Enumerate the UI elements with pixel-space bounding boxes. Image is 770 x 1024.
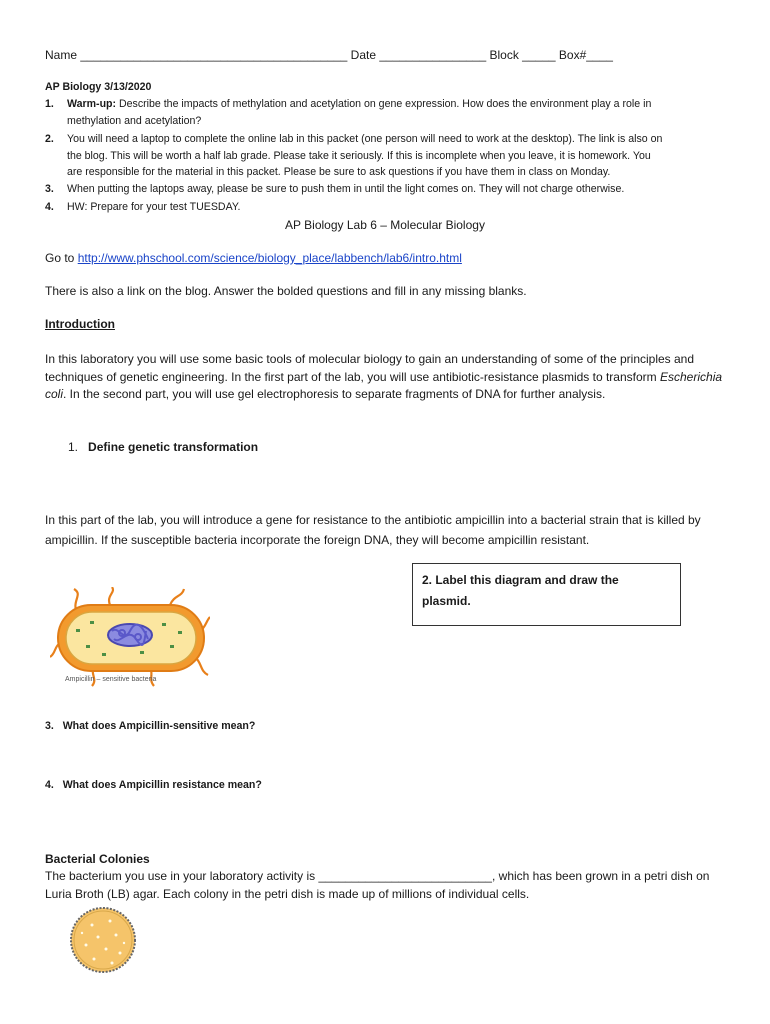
agenda-item-1 [67,98,651,110]
agenda-item-2-line-2: the blog. This will be worth a half lab grade. Please take it seriously. If this is incomplete when you leave, it is homework. You [67,150,651,162]
colonies-text-start: The bacterium you use in your laboratory activity is [45,869,319,883]
question-3 [45,720,255,732]
introduction-heading: Introduction [45,317,115,331]
question-2-box[interactable] [412,563,681,626]
agenda-item-2-line-3: are responsible for the material in this packet. Please be sure to ask questions if you have them in class on Monday. [67,166,611,178]
date-field[interactable]: ________________ [379,48,487,62]
warmup-label: Warm-up: [67,98,117,110]
question-1 [68,440,258,454]
question-2-line-2: plasmid. [422,594,471,608]
goto-prefix: Go to [45,251,78,265]
agenda-item-4-number: 4. [45,201,54,213]
agenda-item-4-text: HW: Prepare for your test TUESDAY. [67,201,241,213]
agenda-title: AP Biology 3/13/2020 [45,81,152,93]
blog-note: There is also a link on the blog. Answer the bolded questions and fill in any missing blanks. [45,284,527,298]
species-name: Escherichia coli [45,369,723,401]
question-4 [45,779,262,791]
introduction-paragraph [45,351,725,404]
lab-title: AP Biology Lab 6 – Molecular Biology [285,218,485,232]
agenda-item-1-number: 1. [45,98,54,110]
question-3-text: What does Ampicillin-sensitive mean? [62,720,256,732]
goto-line [45,251,462,265]
agenda-item-2-number: 2. [45,133,54,145]
dna-icon [108,624,152,646]
question-4-number: 4. [45,779,54,791]
colonies-text-end: , which has been grown in a petri dish on Luria Broth (LB) agar. Each colony in the petri dish is made up of millions of individual cells. [45,869,710,901]
block-label: Block [489,48,519,62]
question-1-number: 1. [68,440,79,454]
question-1-text: Define genetic transformation [88,440,259,454]
question-2-line-1: 2. Label this diagram and draw the [422,573,619,587]
agenda-item-1-line-1: Describe the impacts of methylation and acetylation on gene expression. How does the environment play a role in [116,98,652,110]
box-field[interactable]: ____ [586,48,613,62]
question-3-number: 3. [45,720,54,732]
bacterium-name-field[interactable]: __________________________ [318,869,492,883]
lab-link[interactable]: http://www.phschool.com/science/biology_place/labbench/lab6/intro.html [77,251,462,265]
transformation-paragraph: In this part of the lab, you will introduce a gene for resistance to the antibiotic ampicillin into a bacterial strain that is killed by ampicillin. If the susceptible bacteria incorporate the foreign DNA, they will become ampicillin resistant. [45,513,701,547]
name-label: Name [45,48,78,62]
bacterial-colonies-heading: Bacterial Colonies [45,852,150,866]
intro-text-end: . In the second part, you will use gel electrophoresis to separate fragments of DNA for further analysis. [63,387,606,401]
agenda-item-3-text: When putting the laptops away, please be sure to push them in until the light comes on. They will not charge otherwise. [67,183,625,195]
agenda-item-3-number: 3. [45,183,54,195]
bacterium-diagram [50,587,210,687]
agenda-item-1-line-2: methylation and acetylation? [67,115,202,127]
bacterium-caption: Ampicillin – sensitive bacteria [65,676,157,683]
colonies-paragraph [45,868,725,903]
block-field[interactable]: _____ [522,48,556,62]
name-field[interactable]: ________________________________________ [80,48,348,62]
date-label: Date [350,48,377,62]
agenda-item-2-line-1: You will need a laptop to complete the online lab in this packet (one person will need to work at the desktop). The link is also on [67,133,663,145]
header-line [45,48,613,62]
petri-dish-icon [68,905,138,975]
question-4-text: What does Ampicillin resistance mean? [62,779,262,791]
intro-text-start: In this laboratory you will use some basic tools of molecular biology to gain an understanding of some of the principles and techniques of genetic engineering. In the first part of the lab, you will use antibiotic-resistance plasmids to transform [45,352,695,384]
box-label: Box# [558,48,587,62]
